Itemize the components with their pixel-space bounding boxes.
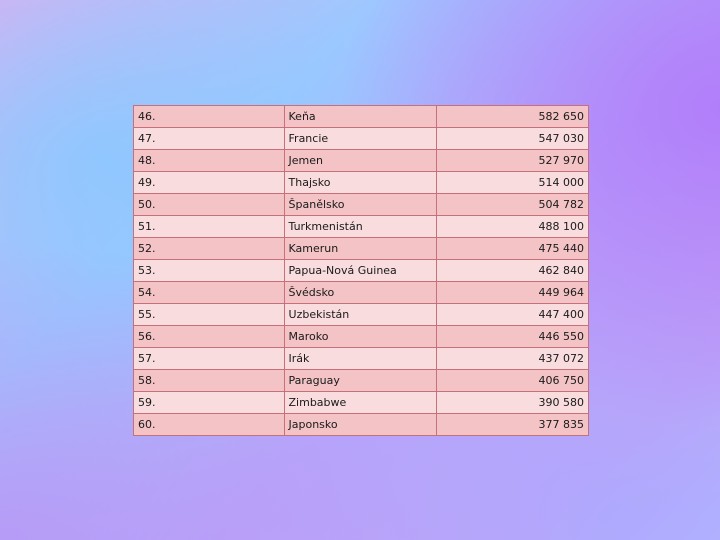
country-cell: Švédsko (284, 282, 437, 304)
table-row (134, 106, 589, 128)
area-cell: 514 000 (437, 172, 589, 194)
country-cell: Keňa (284, 106, 437, 128)
country-area-table (133, 105, 589, 436)
table-row (134, 150, 589, 172)
area-cell: 488 100 (437, 216, 589, 238)
area-cell: 547 030 (437, 128, 589, 150)
country-cell: Paraguay (284, 370, 437, 392)
rank-cell: 53. (134, 260, 285, 282)
table-row (134, 172, 589, 194)
table-row (134, 238, 589, 260)
table-row (134, 128, 589, 150)
rank-cell: 55. (134, 304, 285, 326)
table-row (134, 194, 589, 216)
country-cell: Irák (284, 348, 437, 370)
rank-cell: 46. (134, 106, 285, 128)
area-cell: 447 400 (437, 304, 589, 326)
area-cell: 449 964 (437, 282, 589, 304)
country-cell: Turkmenistán (284, 216, 437, 238)
rank-cell: 47. (134, 128, 285, 150)
rank-cell: 59. (134, 392, 285, 414)
area-cell: 377 835 (437, 414, 589, 436)
table-row (134, 414, 589, 436)
area-cell: 446 550 (437, 326, 589, 348)
rank-cell: 58. (134, 370, 285, 392)
rank-cell: 48. (134, 150, 285, 172)
table-row (134, 370, 589, 392)
country-cell: Španělsko (284, 194, 437, 216)
table-row (134, 282, 589, 304)
area-cell: 475 440 (437, 238, 589, 260)
table-row (134, 304, 589, 326)
country-cell: Kamerun (284, 238, 437, 260)
area-cell: 582 650 (437, 106, 589, 128)
country-cell: Papua-Nová Guinea (284, 260, 437, 282)
table-row (134, 392, 589, 414)
country-cell: Jemen (284, 150, 437, 172)
rank-cell: 51. (134, 216, 285, 238)
area-cell: 504 782 (437, 194, 589, 216)
country-cell: Uzbekistán (284, 304, 437, 326)
country-cell: Francie (284, 128, 437, 150)
country-cell: Japonsko (284, 414, 437, 436)
rank-cell: 57. (134, 348, 285, 370)
area-cell: 390 580 (437, 392, 589, 414)
table-row (134, 326, 589, 348)
table-row (134, 260, 589, 282)
country-cell: Zimbabwe (284, 392, 437, 414)
area-cell: 527 970 (437, 150, 589, 172)
area-cell: 437 072 (437, 348, 589, 370)
table-body (134, 106, 589, 436)
country-cell: Maroko (284, 326, 437, 348)
rank-cell: 52. (134, 238, 285, 260)
rank-cell: 49. (134, 172, 285, 194)
rank-cell: 60. (134, 414, 285, 436)
table-row (134, 348, 589, 370)
area-cell: 462 840 (437, 260, 589, 282)
table-row (134, 216, 589, 238)
rank-cell: 54. (134, 282, 285, 304)
rank-cell: 50. (134, 194, 285, 216)
area-cell: 406 750 (437, 370, 589, 392)
country-cell: Thajsko (284, 172, 437, 194)
rank-cell: 56. (134, 326, 285, 348)
